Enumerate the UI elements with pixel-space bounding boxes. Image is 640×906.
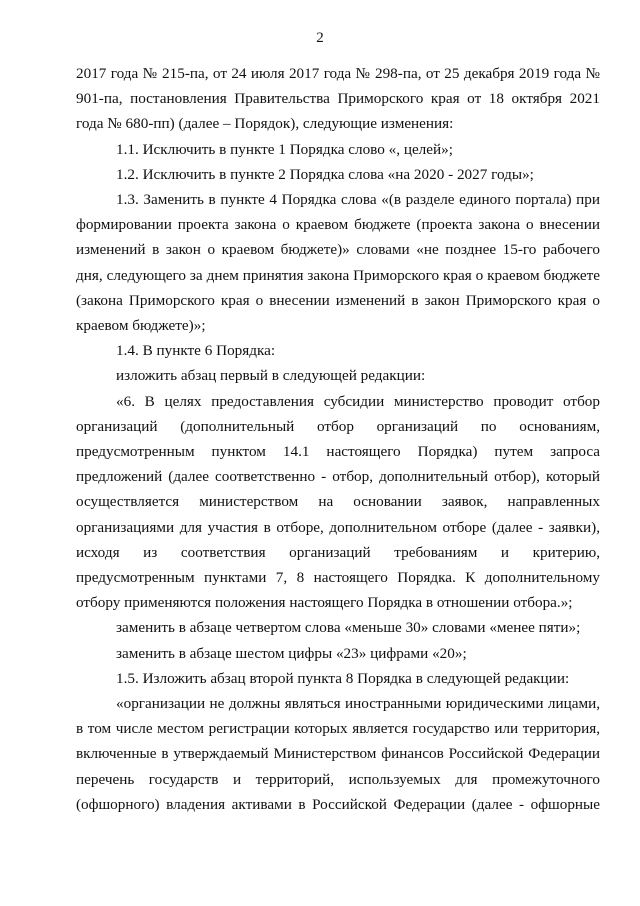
paragraph-intro-continuation: 2017 года № 215-па, от 24 июля 2017 года № 298-па, от 25 декабря 2019 года № 901-па, постановления Правительства Приморского края от 18 октября 2021 года № 680-пп) (далее – Порядок), следующие изменения:: [76, 65, 600, 133]
paragraph-item-1-4-replace-fourth: заменить в абзаце четвертом слова «меньше 30» словами «менее пяти»;: [116, 619, 581, 637]
paragraph-item-1-1: 1.1. Исключить в пункте 1 Порядка слово «, целей»;: [116, 140, 453, 158]
paragraph-item-1-4: 1.4. В пункте 6 Порядка:: [116, 342, 276, 360]
paragraph-item-1-4-instruction: изложить абзац первый в следующей редакции:: [116, 367, 426, 385]
page-number: 2: [316, 30, 324, 46]
document-body: [76, 61, 600, 817]
paragraph-item-1-4-quote: «6. В целях предоставления субсидии министерство проводит отбор организаций (дополнительный отбор организаций по основаниям, предусмотренным пунктом 14.1 настоящего Порядка) путем запроса предложений (далее соответственно - отбор, дополнительный отбор), который осуществляется министерством на основании заявок, направленных организациями для участия в отборе, дополнительном отборе (далее - заявки), исходя из соответствия организаций требованиям и критерию, предусмотренным пунктами 7, 8 настоящего Порядка. К дополнительному отбору применяются положения настоящего Порядка в отношении отбора.»;: [76, 392, 600, 612]
paragraph-item-1-2: 1.2. Исключить в пункте 2 Порядка слова «на 2020 - 2027 годы»;: [116, 165, 534, 183]
paragraph-item-1-4-replace-sixth: заменить в абзаце шестом цифры «23» цифрами «20»;: [116, 644, 467, 662]
paragraph-item-1-5: 1.5. Изложить абзац второй пункта 8 Порядка в следующей редакции:: [116, 669, 570, 687]
paragraph-item-1-3: 1.3. Заменить в пункте 4 Порядка слова «(в разделе единого портала) при формировании проекта закона о краевом бюджете (проекта закона о внесении изменений в закон о краевом бюджете)» словами «не позднее 15-го рабочего дня, следующего за днем принятия закона Приморского края о краевом бюджете (закона Приморского края о внесении изменений в закон Приморского края о краевом бюджете)»;: [76, 191, 600, 335]
paragraph-item-1-5-quote: «организации не должны являться иностранными юридическими лицами, в том числе местом регистрации которых является государство или территория, включенные в утверждаемый Министерством финансов Российской Федерации перечень государств и территорий, используемых для промежуточного (офшорного) владения активами в Российской Федерации (далее - офшорные: [76, 695, 600, 813]
